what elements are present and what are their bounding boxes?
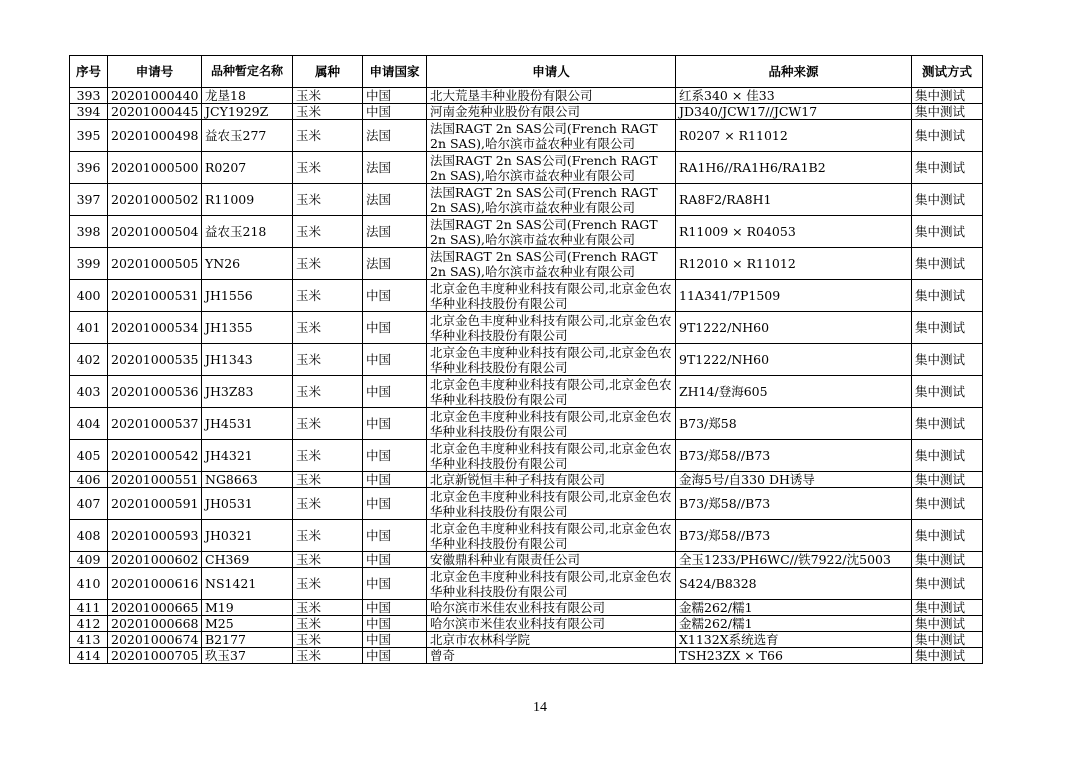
cell-genus: 玉米 xyxy=(293,648,363,664)
cell-source: B73/郑58 xyxy=(676,408,912,440)
cell-application-no: 20201000531 xyxy=(108,280,202,312)
cell-serial: 405 xyxy=(70,440,108,472)
cell-source: B73/郑58//B73 xyxy=(676,440,912,472)
cell-source: 全玉1233/PH6WC//铁7922/沈5003 xyxy=(676,552,912,568)
cell-country: 法国 xyxy=(363,248,427,280)
cell-test-method: 集中测试 xyxy=(912,600,983,616)
cell-test-method: 集中测试 xyxy=(912,440,983,472)
cell-applicant: 北京市农林科学院 xyxy=(427,632,676,648)
variety-table xyxy=(69,55,983,664)
cell-application-no: 20201000674 xyxy=(108,632,202,648)
cell-test-method: 集中测试 xyxy=(912,408,983,440)
cell-variety-name: JH4321 xyxy=(202,440,293,472)
cell-test-method: 集中测试 xyxy=(912,120,983,152)
cell-applicant: 法国RAGT 2n SAS公司(French RAGT 2n SAS),哈尔滨市益农种业有限公司 xyxy=(427,216,676,248)
cell-test-method: 集中测试 xyxy=(912,312,983,344)
cell-source: 红系340 × 佳33 xyxy=(676,88,912,104)
cell-source: 9T1222/NH60 xyxy=(676,344,912,376)
cell-serial: 411 xyxy=(70,600,108,616)
table-row xyxy=(70,88,983,104)
cell-application-no: 20201000502 xyxy=(108,184,202,216)
cell-test-method: 集中测试 xyxy=(912,568,983,600)
cell-country: 中国 xyxy=(363,408,427,440)
cell-applicant: 法国RAGT 2n SAS公司(French RAGT 2n SAS),哈尔滨市益农种业有限公司 xyxy=(427,184,676,216)
cell-source: S424/B8328 xyxy=(676,568,912,600)
cell-variety-name: JH1556 xyxy=(202,280,293,312)
cell-genus: 玉米 xyxy=(293,632,363,648)
cell-test-method: 集中测试 xyxy=(912,280,983,312)
cell-test-method: 集中测试 xyxy=(912,648,983,664)
table-row xyxy=(70,600,983,616)
cell-country: 中国 xyxy=(363,648,427,664)
header-serial: 序号 xyxy=(70,56,108,88)
cell-test-method: 集中测试 xyxy=(912,488,983,520)
cell-application-no: 20201000440 xyxy=(108,88,202,104)
header-variety-name: 品种暂定名称 xyxy=(202,56,293,88)
cell-applicant: 河南金苑种业股份有限公司 xyxy=(427,104,676,120)
cell-applicant: 北京金色丰度种业科技有限公司,北京金色农华种业科技股份有限公司 xyxy=(427,376,676,408)
cell-genus: 玉米 xyxy=(293,344,363,376)
table-row xyxy=(70,376,983,408)
table-row xyxy=(70,312,983,344)
cell-applicant: 北京金色丰度种业科技有限公司,北京金色农华种业科技股份有限公司 xyxy=(427,440,676,472)
cell-variety-name: JH0321 xyxy=(202,520,293,552)
cell-applicant: 法国RAGT 2n SAS公司(French RAGT 2n SAS),哈尔滨市益农种业有限公司 xyxy=(427,120,676,152)
cell-genus: 玉米 xyxy=(293,312,363,344)
table-row xyxy=(70,488,983,520)
table-row xyxy=(70,472,983,488)
cell-application-no: 20201000504 xyxy=(108,216,202,248)
cell-applicant: 法国RAGT 2n SAS公司(French RAGT 2n SAS),哈尔滨市益农种业有限公司 xyxy=(427,152,676,184)
table-row xyxy=(70,632,983,648)
header-applicant: 申请人 xyxy=(427,56,676,88)
cell-application-no: 20201000593 xyxy=(108,520,202,552)
cell-genus: 玉米 xyxy=(293,104,363,120)
table-row xyxy=(70,248,983,280)
cell-country: 中国 xyxy=(363,472,427,488)
cell-test-method: 集中测试 xyxy=(912,344,983,376)
table-row xyxy=(70,104,983,120)
cell-test-method: 集中测试 xyxy=(912,248,983,280)
cell-genus: 玉米 xyxy=(293,152,363,184)
cell-variety-name: JH1355 xyxy=(202,312,293,344)
cell-country: 法国 xyxy=(363,216,427,248)
cell-serial: 404 xyxy=(70,408,108,440)
cell-test-method: 集中测试 xyxy=(912,104,983,120)
cell-applicant: 哈尔滨市米佳农业科技有限公司 xyxy=(427,600,676,616)
cell-genus: 玉米 xyxy=(293,280,363,312)
cell-genus: 玉米 xyxy=(293,120,363,152)
cell-country: 中国 xyxy=(363,552,427,568)
cell-serial: 402 xyxy=(70,344,108,376)
table-row xyxy=(70,440,983,472)
table-row xyxy=(70,344,983,376)
cell-serial: 413 xyxy=(70,632,108,648)
cell-genus: 玉米 xyxy=(293,88,363,104)
table-body xyxy=(70,88,983,664)
cell-source: TSH23ZX × T66 xyxy=(676,648,912,664)
header-row xyxy=(70,56,983,88)
table-row xyxy=(70,280,983,312)
cell-application-no: 20201000536 xyxy=(108,376,202,408)
cell-source: 11A341/7P1509 xyxy=(676,280,912,312)
cell-variety-name: YN26 xyxy=(202,248,293,280)
cell-test-method: 集中测试 xyxy=(912,520,983,552)
cell-variety-name: JCY1929Z xyxy=(202,104,293,120)
cell-serial: 400 xyxy=(70,280,108,312)
table-row xyxy=(70,216,983,248)
cell-applicant: 北京金色丰度种业科技有限公司,北京金色农华种业科技股份有限公司 xyxy=(427,568,676,600)
cell-applicant: 曾奇 xyxy=(427,648,676,664)
cell-serial: 394 xyxy=(70,104,108,120)
header-source: 品种来源 xyxy=(676,56,912,88)
cell-serial: 409 xyxy=(70,552,108,568)
cell-genus: 玉米 xyxy=(293,568,363,600)
cell-variety-name: JH0531 xyxy=(202,488,293,520)
table-row xyxy=(70,152,983,184)
table-row xyxy=(70,552,983,568)
cell-variety-name: 玖玉37 xyxy=(202,648,293,664)
cell-applicant: 北京金色丰度种业科技有限公司,北京金色农华种业科技股份有限公司 xyxy=(427,408,676,440)
cell-serial: 403 xyxy=(70,376,108,408)
cell-variety-name: CH369 xyxy=(202,552,293,568)
table-row xyxy=(70,184,983,216)
cell-source: 金糯262/糯1 xyxy=(676,600,912,616)
table-row xyxy=(70,568,983,600)
header-application-no: 申请号 xyxy=(108,56,202,88)
cell-applicant: 哈尔滨市米佳农业科技有限公司 xyxy=(427,616,676,632)
cell-test-method: 集中测试 xyxy=(912,216,983,248)
cell-country: 中国 xyxy=(363,104,427,120)
cell-application-no: 20201000551 xyxy=(108,472,202,488)
cell-country: 中国 xyxy=(363,632,427,648)
cell-source: RA1H6//RA1H6/RA1B2 xyxy=(676,152,912,184)
cell-variety-name: R0207 xyxy=(202,152,293,184)
cell-application-no: 20201000534 xyxy=(108,312,202,344)
cell-serial: 410 xyxy=(70,568,108,600)
cell-applicant: 北京金色丰度种业科技有限公司,北京金色农华种业科技股份有限公司 xyxy=(427,520,676,552)
cell-variety-name: NG8663 xyxy=(202,472,293,488)
cell-source: 金糯262/糯1 xyxy=(676,616,912,632)
cell-country: 中国 xyxy=(363,488,427,520)
cell-applicant: 北京金色丰度种业科技有限公司,北京金色农华种业科技股份有限公司 xyxy=(427,488,676,520)
cell-test-method: 集中测试 xyxy=(912,152,983,184)
cell-application-no: 20201000500 xyxy=(108,152,202,184)
cell-country: 法国 xyxy=(363,152,427,184)
cell-country: 法国 xyxy=(363,120,427,152)
cell-genus: 玉米 xyxy=(293,472,363,488)
cell-application-no: 20201000705 xyxy=(108,648,202,664)
cell-variety-name: JH1343 xyxy=(202,344,293,376)
cell-source: ZH14/登海605 xyxy=(676,376,912,408)
cell-applicant: 北京金色丰度种业科技有限公司,北京金色农华种业科技股份有限公司 xyxy=(427,312,676,344)
cell-serial: 414 xyxy=(70,648,108,664)
cell-serial: 406 xyxy=(70,472,108,488)
cell-applicant: 安徽鼎科种业有限责任公司 xyxy=(427,552,676,568)
cell-test-method: 集中测试 xyxy=(912,632,983,648)
cell-application-no: 20201000445 xyxy=(108,104,202,120)
cell-application-no: 20201000535 xyxy=(108,344,202,376)
cell-application-no: 20201000616 xyxy=(108,568,202,600)
cell-application-no: 20201000537 xyxy=(108,408,202,440)
header-country: 申请国家 xyxy=(363,56,427,88)
cell-variety-name: M25 xyxy=(202,616,293,632)
cell-country: 中国 xyxy=(363,616,427,632)
cell-genus: 玉米 xyxy=(293,600,363,616)
cell-variety-name: 益农玉277 xyxy=(202,120,293,152)
cell-application-no: 20201000665 xyxy=(108,600,202,616)
table-row xyxy=(70,120,983,152)
table-row xyxy=(70,648,983,664)
cell-genus: 玉米 xyxy=(293,184,363,216)
cell-variety-name: 龙垦18 xyxy=(202,88,293,104)
cell-applicant: 北京金色丰度种业科技有限公司,北京金色农华种业科技股份有限公司 xyxy=(427,280,676,312)
cell-serial: 398 xyxy=(70,216,108,248)
cell-genus: 玉米 xyxy=(293,616,363,632)
cell-genus: 玉米 xyxy=(293,552,363,568)
cell-application-no: 20201000498 xyxy=(108,120,202,152)
page-number: 14 xyxy=(533,700,547,715)
cell-source: JD340/JCW17//JCW17 xyxy=(676,104,912,120)
cell-test-method: 集中测试 xyxy=(912,552,983,568)
cell-country: 法国 xyxy=(363,184,427,216)
cell-test-method: 集中测试 xyxy=(912,616,983,632)
cell-serial: 412 xyxy=(70,616,108,632)
header-test-method: 测试方式 xyxy=(912,56,983,88)
cell-country: 中国 xyxy=(363,344,427,376)
cell-serial: 396 xyxy=(70,152,108,184)
cell-test-method: 集中测试 xyxy=(912,472,983,488)
cell-country: 中国 xyxy=(363,312,427,344)
table-row xyxy=(70,408,983,440)
cell-applicant: 北大荒垦丰种业股份有限公司 xyxy=(427,88,676,104)
cell-variety-name: R11009 xyxy=(202,184,293,216)
cell-country: 中国 xyxy=(363,520,427,552)
cell-genus: 玉米 xyxy=(293,248,363,280)
cell-applicant: 北京金色丰度种业科技有限公司,北京金色农华种业科技股份有限公司 xyxy=(427,344,676,376)
cell-genus: 玉米 xyxy=(293,488,363,520)
table-row xyxy=(70,520,983,552)
cell-source: R12010 × R11012 xyxy=(676,248,912,280)
cell-application-no: 20201000505 xyxy=(108,248,202,280)
cell-applicant: 法国RAGT 2n SAS公司(French RAGT 2n SAS),哈尔滨市益农种业有限公司 xyxy=(427,248,676,280)
cell-application-no: 20201000602 xyxy=(108,552,202,568)
cell-serial: 401 xyxy=(70,312,108,344)
cell-genus: 玉米 xyxy=(293,216,363,248)
cell-source: RA8F2/RA8H1 xyxy=(676,184,912,216)
cell-genus: 玉米 xyxy=(293,408,363,440)
cell-source: X1132X系统选育 xyxy=(676,632,912,648)
cell-country: 中国 xyxy=(363,440,427,472)
cell-source: R11009 × R04053 xyxy=(676,216,912,248)
cell-variety-name: B2177 xyxy=(202,632,293,648)
cell-genus: 玉米 xyxy=(293,440,363,472)
cell-serial: 399 xyxy=(70,248,108,280)
cell-source: B73/郑58//B73 xyxy=(676,520,912,552)
cell-serial: 395 xyxy=(70,120,108,152)
cell-variety-name: M19 xyxy=(202,600,293,616)
cell-test-method: 集中测试 xyxy=(912,184,983,216)
cell-country: 中国 xyxy=(363,600,427,616)
header-genus: 属种 xyxy=(293,56,363,88)
cell-source: B73/郑58//B73 xyxy=(676,488,912,520)
cell-country: 中国 xyxy=(363,280,427,312)
cell-variety-name: NS1421 xyxy=(202,568,293,600)
cell-applicant: 北京新锐恒丰种子科技有限公司 xyxy=(427,472,676,488)
cell-source: R0207 × R11012 xyxy=(676,120,912,152)
cell-serial: 397 xyxy=(70,184,108,216)
cell-serial: 407 xyxy=(70,488,108,520)
cell-test-method: 集中测试 xyxy=(912,376,983,408)
cell-application-no: 20201000668 xyxy=(108,616,202,632)
cell-serial: 393 xyxy=(70,88,108,104)
cell-variety-name: 益农玉218 xyxy=(202,216,293,248)
cell-variety-name: JH3Z83 xyxy=(202,376,293,408)
cell-source: 金海5号/自330 DH诱导 xyxy=(676,472,912,488)
cell-test-method: 集中测试 xyxy=(912,88,983,104)
cell-country: 中国 xyxy=(363,88,427,104)
cell-variety-name: JH4531 xyxy=(202,408,293,440)
table-row xyxy=(70,616,983,632)
cell-application-no: 20201000591 xyxy=(108,488,202,520)
cell-serial: 408 xyxy=(70,520,108,552)
cell-source: 9T1222/NH60 xyxy=(676,312,912,344)
cell-genus: 玉米 xyxy=(293,520,363,552)
cell-genus: 玉米 xyxy=(293,376,363,408)
cell-country: 中国 xyxy=(363,376,427,408)
cell-country: 中国 xyxy=(363,568,427,600)
cell-application-no: 20201000542 xyxy=(108,440,202,472)
